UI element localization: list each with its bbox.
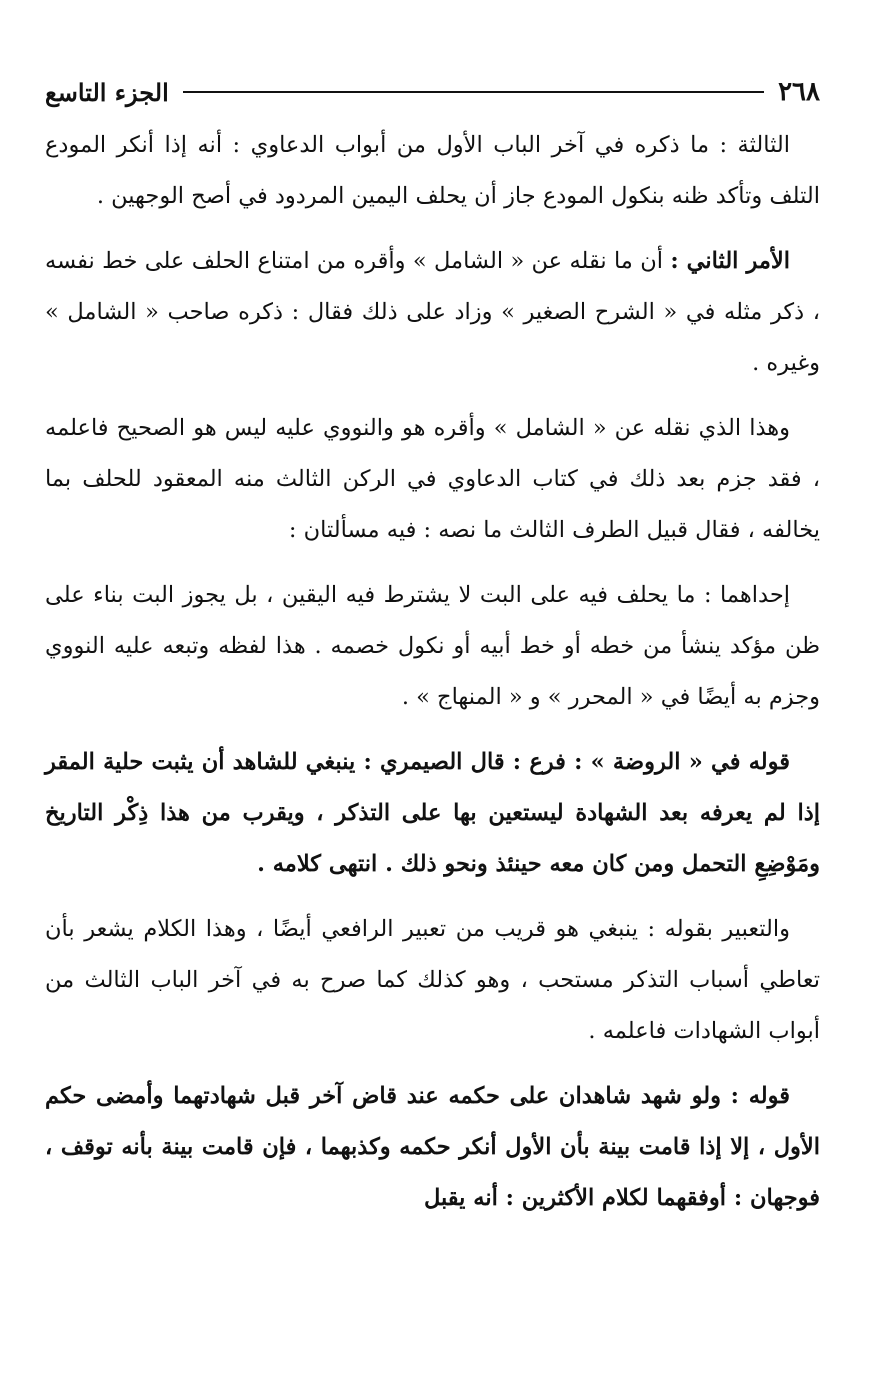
paragraph-2 bbox=[45, 236, 820, 389]
running-title: الجزء التاسع bbox=[45, 77, 169, 107]
page-header bbox=[45, 70, 820, 114]
paragraph-7-quote bbox=[45, 1071, 820, 1224]
page-number: ٢٦٨ bbox=[778, 77, 820, 107]
paragraph-lead: الأمر الثاني : bbox=[670, 248, 791, 274]
header-rule bbox=[183, 91, 764, 93]
paragraph-3 bbox=[45, 403, 820, 556]
paragraph-text: أن ما نقله عن « الشامل » وأقره من امتناع الحلف على خط نفسه ، ذكر مثله في « الشرح الصغير » وزاد على ذلك فقال : ذكره صاحب « الشامل » وغيره . bbox=[45, 248, 820, 376]
paragraph-1 bbox=[45, 120, 820, 222]
paragraph-text: قوله : ولو شهد شاهدان على حكمه عند قاض آخر قبل شهادتهما وأمضى حكم الأول ، إلا إذا قامت بينة بأن الأول أنكر حكمه وكذبهما ، فإن قامت بينة بأنه توقف ، فوجهان : أوفقهما لكلام الأكثرين : أنه يقبل bbox=[45, 1083, 820, 1211]
paragraph-text: إحداهما : ما يحلف فيه على البت لا يشترط فيه اليقين ، بل يجوز البت بناء على ظن مؤكد ينشأ من خطه أو خط أبيه أو نكول خصمه . هذا لفظه وتبعه عليه النووي وجزم به أيضًا في « المحرر » و « المنهاج » . bbox=[45, 582, 820, 710]
paragraph-5-quote bbox=[45, 737, 820, 890]
paragraph-text: والتعبير بقوله : ينبغي هو قريب من تعبير الرافعي أيضًا ، وهذا الكلام يشعر بأن تعاطي أسباب التذكر مستحب ، وهو كذلك كما صرح به في آخر الباب الثالث من أبواب الشهادات فاعلمه . bbox=[45, 916, 820, 1044]
paragraph-text: وهذا الذي نقله عن « الشامل » وأقره هو والنووي عليه ليس هو الصحيح فاعلمه ، فقد جزم بعد ذلك في كتاب الدعاوي في الركن الثالث منه المعقود للحلف بما يخالفه ، فقال قبيل الطرف الثالث ما نصه : فيه مسألتان : bbox=[45, 415, 820, 543]
paragraph-4 bbox=[45, 570, 820, 723]
paragraph-text: الثالثة : ما ذكره في آخر الباب الأول من أبواب الدعاوي : أنه إذا أنكر المودع التلف وتأكد ظنه بنكول المودع جاز أن يحلف اليمين المردود في أصح الوجهين . bbox=[45, 132, 820, 209]
body-text bbox=[45, 120, 820, 1238]
paragraph-6 bbox=[45, 904, 820, 1057]
paragraph-text: قوله في « الروضة » : فرع : قال الصيمري : ينبغي للشاهد أن يثبت حلية المقر إذا لم يعرفه بعد الشهادة ليستعين بها على التذكر ، ويقرب من هذا ذِكْر التاريخ ومَوْضِعِ التحمل ومن كان معه حينئذ ونحو ذلك . انتهى كلامه . bbox=[45, 749, 820, 877]
